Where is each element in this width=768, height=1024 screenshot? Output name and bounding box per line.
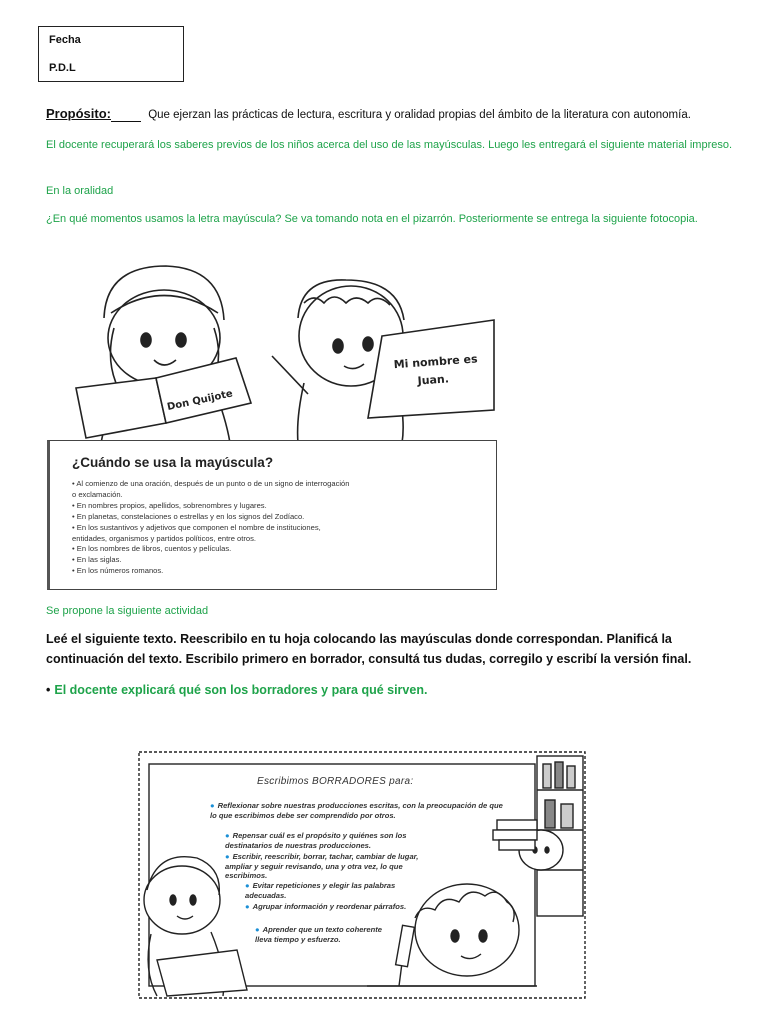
borradores-item [225,831,445,850]
borradores-item-text: Escribir, reescribir, borrar, tachar, cambiar de lugar, ampliar y seguir revisando, una y otra vez, lo que escribimos. [225,852,419,880]
borradores-item [245,881,420,900]
mayuscula-item: • En planetas, constelaciones o estrellas y en los signos del Zodíaco. [72,511,305,521]
bullet-icon: ● [225,831,230,840]
mayuscula-item: • En las siglas. [72,555,122,565]
bullet-icon: ● [210,801,215,810]
sign-line2-text: Juan. [417,372,450,388]
mayuscula-box [47,440,497,590]
borradores-item [210,801,510,820]
fecha-label: Fecha [49,34,81,46]
header-box [38,26,184,82]
mayuscula-item: • En los números romanos. [72,566,164,576]
borradores-item-text: Agrupar información y reordenar párrafos. [252,902,407,911]
mayuscula-item: • Al comienzo de una oración, después de un punto o de un signo de interrogación [72,479,350,488]
mayuscula-title: ¿Cuándo se usa la mayúscula? [72,455,274,470]
mayuscula-item: • En nombres propios, apellidos, sobrenombres y lugares. [72,500,267,510]
borradores-item-text: Reflexionar sobre nuestras producciones escritas, con la preocupación de que lo que escribimos debe ser comprendido por otros. [210,801,503,820]
mayuscula-item: o exclamación. [72,489,123,499]
bullet-icon: ● [225,852,230,861]
sign-line1-text: Mi nombre es [393,352,478,372]
docente-bullet-text: El docente explicará qué son los borradores y para qué sirven. [54,683,428,697]
proposito-label: Propósito: [46,106,111,121]
bullet-icon: ● [245,881,250,890]
bullet-dot: • [46,683,51,697]
book-title-text: Don Quijote [166,388,234,414]
mayuscula-item: • En los nombres de libros, cuentos y películas. [72,544,232,554]
oralidad-heading: En la oralidad [46,185,114,197]
docente-bullet [46,683,427,697]
proposito-underline [111,109,141,122]
propone-heading: Se propone la siguiente actividad [46,605,209,617]
borradores-title: Escribimos BORRADORES para: [257,776,414,787]
instruction-paragraph: Leé el siguiente texto. Reescribilo en tu hoja colocando las mayúsculas donde correspondan. Planificá la continuación del texto. Escribilo primero en borrador, consultá tus dudas, corregilo y escribí la versión final. [46,632,692,666]
mayuscula-item: entidades, organismos y partidos políticos, entre otros. [72,533,257,543]
borradores-item [245,902,420,912]
proposito-line [46,106,691,122]
children-reading-illustration [46,258,498,443]
borradores-item [225,852,445,881]
proposito-text: Que ejerzan las prácticas de lectura, escritura y oralidad propias del ámbito de la literatura con autonomía. [148,109,691,121]
mayuscula-item: • En los sustantivos y adjetivos que componen el nombre de instituciones, [72,522,321,532]
bullet-icon: ● [255,925,260,934]
borradores-item-text: Aprender que un texto coherente lleva tiempo y esfuerzo. [255,925,383,944]
borradores-item [255,925,385,944]
borradores-item-text: Evitar repeticiones y elegir las palabras adecuadas. [245,881,396,900]
pregunta-paragraph: ¿En qué momentos usamos la letra mayúscula? Se va tomando nota en el pizarrón. Posteriormente se entrega la siguiente fotocopia. [46,213,698,225]
mayuscula-list [72,479,482,577]
borradores-item-text: Repensar cuál es el propósito y quiénes son los destinatarios de nuestras producciones. [225,831,407,850]
bullet-icon: ● [245,902,250,911]
docente-paragraph: El docente recuperará los saberes previos de los niños acerca del uso de las mayúsculas. Luego les entregará el siguiente material impreso. [46,139,733,151]
pdl-label: P.D.L [49,62,76,74]
